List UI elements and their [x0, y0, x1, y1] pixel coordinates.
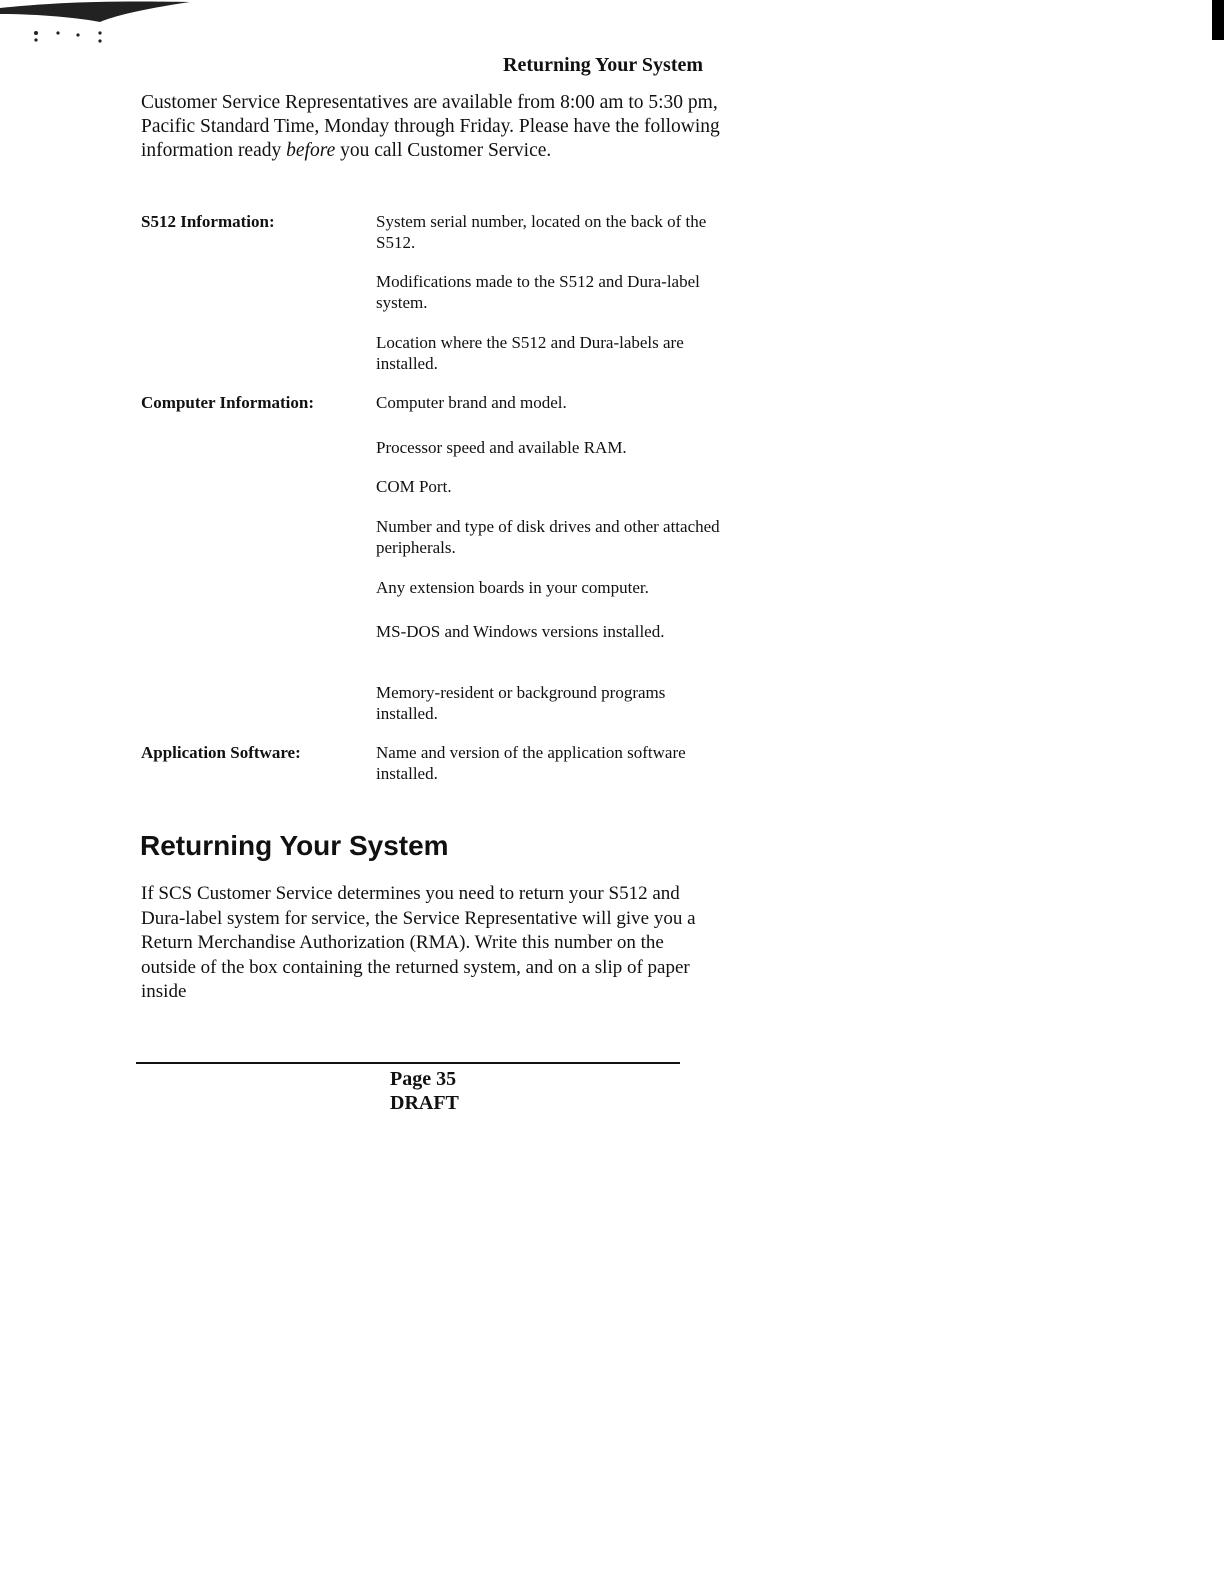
scan-artifact-mark — [0, 0, 200, 50]
page-number: Page 35 — [390, 1068, 457, 1090]
intro-text-end: you call Customer Service. — [335, 140, 552, 161]
section-heading: Returning Your System — [140, 830, 449, 861]
info-label: Computer Information: — [141, 393, 314, 412]
info-label: Application Software: — [141, 743, 301, 762]
intro-paragraph — [141, 91, 721, 163]
info-item: Memory-resident or background programs installed. — [376, 683, 666, 723]
info-item: MS-DOS and Windows versions installed. — [376, 622, 665, 641]
draft-label: DRAFT — [390, 1092, 459, 1114]
info-item: COM Port. — [376, 477, 452, 496]
intro-emphasis: before — [286, 140, 336, 161]
info-label: S512 Information: — [141, 212, 275, 231]
info-item: System serial number, located on the back of the S512. — [376, 212, 707, 252]
info-item: Location where the S512 and Dura-labels are installed. — [376, 333, 684, 373]
info-item: Name and version of the application software installed. — [376, 743, 686, 783]
info-item: Computer brand and model. — [376, 393, 567, 412]
info-item: Modifications made to the S512 and Dura-label system. — [376, 272, 700, 312]
info-item: Number and type of disk drives and other attached peripherals. — [376, 517, 720, 557]
scan-edge-mark — [1212, 0, 1224, 40]
footer-rule — [136, 1062, 680, 1064]
intro-text: Customer Service Representatives are available from 8:00 am to 5:30 pm, Pacific Standard Time, Monday through Friday. Please have the following information ready — [141, 92, 720, 161]
info-item: Processor speed and available RAM. — [376, 438, 627, 457]
info-item: Any extension boards in your computer. — [376, 578, 649, 597]
section-body: If SCS Customer Service determines you need to return your S512 and Dura-label system for service, the Service Representative will give you a Return Merchandise Authorization (RMA). Write this number on the outside of the box containing the returned system, and on a slip of paper inside — [141, 883, 696, 1002]
running-header: Returning Your System — [503, 54, 704, 76]
